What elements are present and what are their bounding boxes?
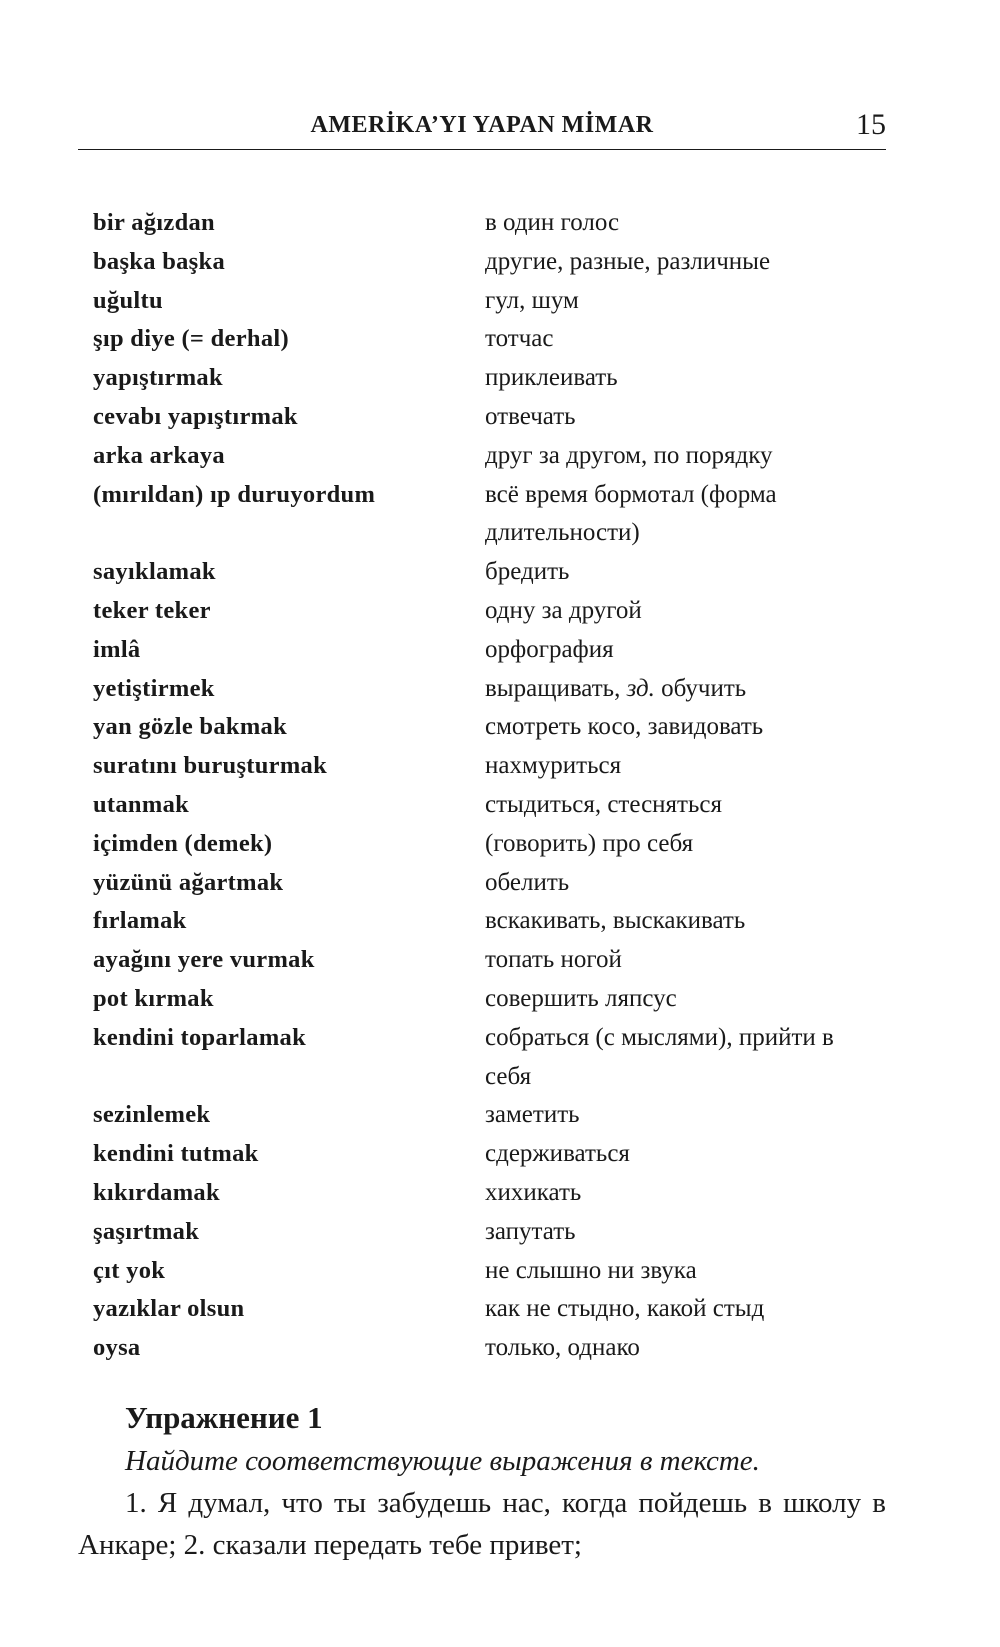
vocab-row bbox=[93, 1329, 913, 1368]
vocab-translation: всё время бормотал (форма длительности) bbox=[485, 480, 777, 547]
vocab-row bbox=[93, 747, 913, 786]
vocab-translation bbox=[485, 670, 845, 709]
vocab-translation: вскакивать, выскакивать bbox=[485, 907, 746, 935]
vocab-term: şaşırtmak bbox=[93, 1217, 200, 1245]
exercise-instruction: Найдите соответствующие выражения в тексте. bbox=[125, 1445, 760, 1477]
vocab-row bbox=[93, 708, 913, 747]
vocab-term: cevabı yapıştırmak bbox=[93, 402, 298, 430]
vocab-row bbox=[93, 592, 913, 631]
vocab-row bbox=[93, 1290, 913, 1329]
vocab-term: yüzünü ağartmak bbox=[93, 868, 284, 896]
translation-part: обучить bbox=[654, 674, 747, 702]
vocab-translation: обелить bbox=[485, 868, 570, 896]
vocab-row bbox=[93, 1213, 913, 1252]
vocab-term: uğultu bbox=[93, 286, 163, 314]
vocab-translation: запутать bbox=[485, 1217, 576, 1245]
vocab-row bbox=[93, 437, 913, 476]
vocabulary-list bbox=[93, 204, 913, 1368]
vocab-row bbox=[93, 398, 913, 437]
vocab-translation: гул, шум bbox=[485, 286, 579, 314]
vocab-term: sayıklamak bbox=[93, 558, 216, 586]
vocab-translation: тотчас bbox=[485, 325, 554, 353]
vocab-translation: топать ногой bbox=[485, 946, 622, 974]
vocab-translation: заметить bbox=[485, 1101, 580, 1129]
vocab-row bbox=[93, 1135, 913, 1174]
vocab-row bbox=[93, 825, 913, 864]
vocab-row bbox=[93, 1096, 913, 1135]
vocab-row bbox=[93, 359, 913, 398]
vocab-translation: бредить bbox=[485, 558, 570, 586]
vocab-row bbox=[93, 670, 913, 709]
vocab-translation: одну за другой bbox=[485, 596, 642, 624]
vocab-term: kendini tutmak bbox=[93, 1140, 259, 1168]
vocab-translation: другие, разные, различные bbox=[485, 247, 771, 275]
vocab-translation: не слышно ни звука bbox=[485, 1256, 697, 1284]
vocab-translation: только, однако bbox=[485, 1334, 640, 1362]
vocab-term: suratını buruşturmak bbox=[93, 752, 328, 780]
vocab-term: yan gözle bakmak bbox=[93, 713, 288, 741]
vocab-term: içimden (demek) bbox=[93, 829, 273, 857]
vocab-term: başka başka bbox=[93, 247, 225, 275]
vocab-translation: отвечать bbox=[485, 402, 576, 430]
vocab-term: sezinlemek bbox=[93, 1101, 211, 1129]
vocab-term: yazıklar olsun bbox=[93, 1295, 245, 1323]
vocab-translation: стыдиться, стесняться bbox=[485, 790, 722, 818]
vocab-row bbox=[93, 1019, 913, 1097]
vocab-row bbox=[93, 902, 913, 941]
vocab-term: ayağını yere vurmak bbox=[93, 946, 315, 974]
vocab-row bbox=[93, 553, 913, 592]
exercise-body: 1. Я думал, что ты забудешь нас, когда пойдешь в школу в Анкаре; 2. сказали передать тебе привет; bbox=[78, 1487, 886, 1561]
vocab-translation: сдерживаться bbox=[485, 1140, 630, 1168]
vocab-term: kendini toparlamak bbox=[93, 1023, 307, 1051]
page-header bbox=[78, 100, 886, 150]
vocab-translation: орфография bbox=[485, 635, 614, 663]
vocab-term: yetiştirmek bbox=[93, 674, 215, 702]
vocab-row bbox=[93, 631, 913, 670]
abbreviation: зд. bbox=[626, 674, 655, 702]
vocab-translation: нахмуриться bbox=[485, 752, 622, 780]
vocab-term: utanmak bbox=[93, 790, 190, 818]
vocab-translation: друг за другом, по порядку bbox=[485, 441, 773, 469]
vocab-translation: приклеивать bbox=[485, 364, 618, 392]
vocab-row bbox=[93, 941, 913, 980]
vocab-row bbox=[93, 282, 913, 321]
vocab-row bbox=[93, 320, 913, 359]
vocab-row bbox=[93, 786, 913, 825]
vocab-term: yapıştırmak bbox=[93, 364, 223, 392]
vocab-translation: совершить ляпсус bbox=[485, 984, 677, 1012]
vocab-term: fırlamak bbox=[93, 907, 187, 935]
exercise-title: Упражнение 1 bbox=[125, 1400, 323, 1435]
vocab-term: (mırıldan) ıp duruyordum bbox=[93, 480, 376, 508]
header-rule bbox=[78, 149, 886, 150]
vocab-row bbox=[93, 204, 913, 243]
page-number: 15 bbox=[856, 108, 886, 141]
vocab-row bbox=[93, 864, 913, 903]
vocab-translation: собраться (с мыслями), прийти в себя bbox=[485, 1023, 834, 1090]
vocab-term: arka arkaya bbox=[93, 441, 225, 469]
vocab-row bbox=[93, 980, 913, 1019]
vocab-row bbox=[93, 1174, 913, 1213]
vocab-term: oysa bbox=[93, 1334, 141, 1362]
vocab-translation: хихикать bbox=[485, 1178, 582, 1206]
vocab-row bbox=[93, 1252, 913, 1291]
vocab-row bbox=[93, 476, 913, 554]
vocab-translation: (говорить) про себя bbox=[485, 829, 694, 857]
running-title: AMERİKA’YI YAPAN MİMAR bbox=[310, 112, 654, 138]
vocab-term: imlâ bbox=[93, 635, 141, 663]
vocab-term: çıt yok bbox=[93, 1256, 166, 1284]
vocab-term: pot kırmak bbox=[93, 984, 214, 1012]
vocab-term: şıp diye (= derhal) bbox=[93, 325, 289, 353]
vocab-term: kıkırdamak bbox=[93, 1178, 220, 1206]
exercise-section bbox=[78, 1396, 886, 1566]
vocab-translation: в один голос bbox=[485, 209, 620, 236]
vocab-term: teker teker bbox=[93, 596, 211, 624]
vocab-row bbox=[93, 243, 913, 282]
vocab-term: bir ağızdan bbox=[93, 209, 215, 236]
vocab-translation: смотреть косо, завидовать bbox=[485, 713, 764, 741]
translation-part: выращивать, bbox=[485, 674, 627, 702]
vocab-translation: как не стыдно, какой стыд bbox=[485, 1295, 765, 1323]
